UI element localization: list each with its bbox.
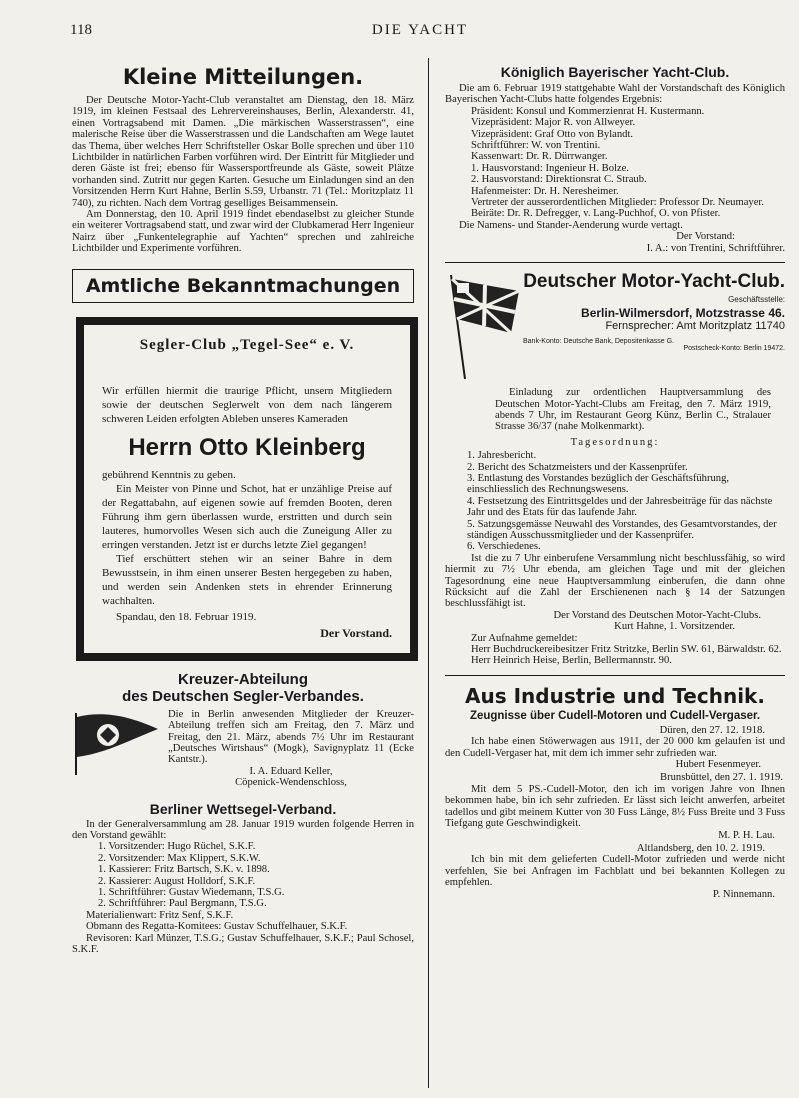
list-item: 1. Kassierer: Fritz Bartsch, S.K. v. 1898. [98, 864, 270, 876]
wettsegel-revisoren: Revisoren: Karl Münzer, T.S.G.; Gustav Schuffelhauer, S.K.F.; Paul Schosel, S.K.F. [72, 932, 414, 955]
section-rule [445, 675, 785, 676]
kleine-heading: Kleine Mitteilungen. [122, 65, 364, 89]
dmyc-herr-1: Herr Buchdruckereibesitzer Fritz Stritzke, Berlin SW. 61, Bärwaldstr. 62. [471, 644, 782, 656]
tegel-line: gebührend Kenntnis zu geben. [102, 468, 236, 481]
wettsegel-list [72, 841, 414, 909]
dmyc-einladung: Einladung zur ordentlichen Hauptversammlung des Deutschen Motor-Yacht-Clubs am Freitag, den 7. März 1919, abends 7 Uhr, im Restaurant Georg Künz, Berlin C., Stralauer Strasse 36/37 (nahe Molkenmarkt). [495, 387, 771, 433]
list-item: 6. Verschiedenes. [467, 541, 541, 553]
tegel-paragraph-1: Ein Meister von Pinne und Schot, hat er unzählige Preise auf der Regattabahn, auf eigenen sowie auf fremden Booten, deren Führung ihm gern überlassen wurde, erstritten und durch sein lauteres, humorvolles Wesen sich auch die Zuneigung Aller zu erringen verstanden. Jetzt ist er durchs letzte Ziel gegangen! [102, 482, 392, 551]
dmyc-list [445, 450, 785, 553]
industrie-sub: Zeugnisse über Cudell-Motoren und Cudell-Vergaser. [469, 709, 761, 722]
list-item: 2. Kassierer: August Holldorf, S.K.F. [98, 875, 256, 887]
dmyc-bank: Bank-Konto: Deutsche Bank, Depositenkasse G. [523, 338, 674, 346]
bayer-sign-1: Der Vorstand: [676, 231, 735, 243]
page-header [70, 22, 770, 44]
dmyc-tagesordnung: Tagesordnung: [570, 436, 660, 448]
list-item: 5. Satzungsgemässe Neuwahl des Vorstandes, des Gesamtvorstandes, der ständigen Ausschussmitglieder und der Kassenprüfer. [467, 518, 777, 541]
wettsegel-obmann: Obmann des Regatta-Komitees: Gustav Schuffelhauer, S.K.F. [86, 921, 348, 933]
list-item: 4. Festsetzung des Eintrittsgeldes und der Jahresbeiträge für das nächste Jahr und des Etats für das laufende Jahr. [467, 495, 773, 519]
letter-3-sign: P. Ninnemann. [712, 888, 775, 900]
dmyc-aufnahme: Zur Aufnahme gemeldet: [471, 632, 578, 644]
list-item: Präsident: Konsul und Kommerzienrat H. Kustermann. [471, 105, 705, 117]
bayer-intro: Die am 6. Februar 1919 stattgehabte Wahl der Vorstandschaft des Königlich Bayerischen Yacht-Clubs hatte folgendes Ergebnis: [445, 83, 785, 106]
bayer-beirate: Beiräte: Dr. R. Defregger, v. Lang-Puchhof, O. von Pfister. [471, 208, 721, 220]
dmyc-phone: Fernsprecher: Amt Moritzplatz 11740 [605, 320, 785, 333]
list-item: 3. Entlastung des Vorstandes bezüglich der Geschäftsführung, einschliesslich des Rechnungswesens. [467, 472, 730, 496]
journal-title: DIE YACHT [371, 22, 469, 38]
bayer-list [445, 106, 785, 197]
letter-2-place: Brunsbüttel, den 27. 1. 1919. [660, 772, 783, 784]
list-item: 2. Bericht des Schatzmeisters und der Kassenprüfer. [467, 461, 688, 473]
letter-1-sign: Hubert Fesenmeyer. [675, 759, 761, 771]
list-item: 1. Jahresbericht. [467, 450, 537, 462]
list-item: 1. Vorsitzender: Hugo Rüchel, S.K.F. [98, 841, 256, 853]
letter-2-sign: M. P. H. Lau. [718, 829, 775, 841]
tegel-signature: Der Vorstand. [320, 625, 392, 640]
list-item: 1. Schriftführer: Gustav Wiedemann, T.S.G. [98, 886, 285, 898]
right-column [445, 60, 785, 900]
dmyc-heading: Deutscher Motor-Yacht-Club. [523, 271, 785, 293]
kreuzer-pennant-icon [72, 709, 160, 777]
dmyc-gs: Geschäftsstelle: [728, 295, 785, 305]
dmyc-sign-1: Der Vorstand des Deutschen Motor-Yacht-Clubs. [553, 609, 761, 621]
tegel-intro: Wir erfüllen hiermit die traurige Pflicht, unsern Mitgliedern sowie der deutschen Seglerwelt von dem nach längerem schweren Leiden erfolgten Ableben unseres Kameraden [102, 384, 392, 425]
column-divider [428, 58, 429, 1088]
letter-3-text: Ich bin mit dem gelieferten Cudell-Motor zufrieden und werde nicht verfehlen, Sie bei Anfragen im Fachblatt und bei bekannten Kollegen zu empfehlen. [445, 854, 785, 889]
list-item: 2. Schriftführer: Paul Bergmann, T.S.G. [98, 898, 267, 910]
kreuzer-text: Die in Berlin anwesenden Mitglieder der Kreuzer-Abteilung treffen sich am Freitag, den 7. März und Freitag, den 21. März, abends 7½ Uhr im Restaurant „Deutsches Wirtshaus“ (Mogk), Savignyplatz 11 (Ecke Kantstr.). [168, 708, 414, 766]
left-column [72, 60, 414, 955]
page-number: 118 [70, 22, 92, 38]
list-item: Kassenwart: Dr. R. Dürrwanger. [471, 151, 608, 163]
section-rule [445, 262, 785, 263]
list-item: Vizepräsident: Graf Otto von Bylandt. [471, 128, 634, 140]
kreuzer-sign-2: Cöpenick-Wendenschloss, [235, 777, 347, 789]
list-item: 2. Vorsitzender: Max Klippert, S.K.W. [98, 852, 261, 864]
dmyc-header [445, 271, 785, 381]
tegel-date: Spandau, den 18. Februar 1919. [116, 610, 257, 623]
list-item: Hafenmeister: Dr. H. Neresheimer. [471, 185, 619, 197]
letter-1-place: Düren, den 27. 12. 1918. [659, 724, 765, 736]
kreuzer-block [72, 709, 414, 789]
wettsegel-heading: Berliner Wettsegel-Verband. [149, 800, 337, 817]
letter-3-place: Altlandsberg, den 10. 2. 1919. [636, 842, 765, 854]
kleine-paragraph-2: Am Donnerstag, den 10. April 1919 findet ebendaselbst zu gleicher Stunde ein weiterer Vortragsabend statt, und zwar wird der Clubkamerad Herr Ingenieur Nairz über „Funkentelegraphie auf Yachten“ sprechen und zahlreiche Lichtbilder und Experimente vorführen. [72, 209, 414, 255]
dmyc-post: Postscheck-Konto: Berlin 19472. [683, 345, 785, 353]
dmyc-sign-2: Kurt Hahne, 1. Vorsitzender. [614, 621, 735, 633]
bayer-vertreter: Vertreter der ausserordentlichen Mitglieder: Professor Dr. Neumayer. [471, 197, 764, 209]
death-notice [76, 317, 418, 661]
wettsegel-intro: In der Generalversammlung am 28. Januar 1919 wurden folgende Herren in den Vorstand gewählt: [72, 818, 414, 841]
bayer-sign-2: I. A.: von Trentini, Schriftführer. [646, 242, 785, 254]
dmyc-herr-2: Herr Heinrich Heise, Berlin, Bellermannstr. 90. [471, 655, 672, 667]
letter-2-text: Mit dem 5 PS.-Cudell-Motor, den ich im vorigen Jahre von Ihnen bekommen habe, bin ich sehr zufrieden. Er lässt sich leicht anwerfen, arbeitet tadellos und gibt meinem Kutter von 30 Fuss Länge, 8½ Fuss Breite und 3 Fuss Tiefgang gute Geschwindigkeit. [445, 783, 785, 830]
letter-1-text: Ich habe einen Stöwerwagen aus 1911, der 20 000 km gelaufen ist und den Cudell-Vergaser hat, mit dem ich immer sehr zufrieden war. [445, 736, 785, 759]
kreuzer-heading-1: Kreuzer-Abteilung [177, 670, 308, 688]
bayer-heading: Königlich Bayerischer Yacht-Club. [500, 64, 730, 80]
dmyc-paragraph: Ist die zu 7 Uhr einberufene Versammlung nicht beschlussfähig, so wird hiermit zu 7½ Uhr ebenda, am gleichen Tage und mit der gleichen Tagesordnung eine neue Hauptversammlung einberufen, die dann ohne Rücksicht auf die Zahl der Erschienenen nach § 14 der Satzungen beschlussfähigt ist. [445, 552, 785, 610]
tegel-title: Segler-Club „Tegel-See“ e. V. [139, 336, 355, 353]
amtliche-heading: Amtliche Bekanntmachungen [85, 274, 401, 297]
tegel-name: Herrn Otto Kleinberg [128, 433, 366, 461]
list-item: Vizepräsident: Major R. von Allweyer. [471, 117, 636, 129]
tegel-paragraph-2: Tief erschüttert stehen wir an seiner Bahre in dem Bewusstsein, in ihm einen unserer Besten hergegeben zu haben, und werden sein Andenken stets in ehrender Erinnerung wachhalten. [102, 552, 392, 607]
wettsegel-mat: Materialienwart: Fritz Senf, S.K.F. [86, 909, 234, 921]
kleine-paragraph-1: Der Deutsche Motor-Yacht-Club veranstaltet am Dienstag, den 18. März 1919, im kleinen Festsaal des Lehrervereinshauses, Berlin, Alexanderstr. 41, einen Vortragsabend mit Damen. „Die märkischen Wasserstrassen“, eine malerische Reise über die Wasserstrassen und die Landschaften am Wege lautet das Thema, über welches Herr Schriftsteller Oskar Bolle sprechen und über 110 Lichtbilder in natürlichen Farben vorführen wird. Der Eintritt für Mitglieder und deren Gäste ist frei; ebenso für Wassersportfreunde als Gäste, soweit Plätze vorhanden sind. Zutritt nur gegen Karten. Gesuche um Einladungen sind an den Vorsitzenden Herrn Kurt Hahne, Berlin S.59, Urbanstr. 71 (Tel.: Moritzplatz 11 740), zu richten. Nach dem Vortrag geselliges Beisammensein. [72, 95, 414, 209]
bayer-stander: Die Namens- und Stander-Aenderung wurde vertagt. [459, 219, 683, 231]
list-item: Schriftführer: W. von Trentini. [471, 140, 601, 152]
amtliche-box [72, 269, 414, 303]
industrie-heading: Aus Industrie und Technik. [465, 683, 765, 708]
list-item: 2. Hausvorstand: Direktionsrat C. Straub. [471, 174, 647, 186]
kreuzer-heading-2: des Deutschen Segler-Verbandes. [122, 687, 364, 705]
kreuzer-sign-1: I. A. Eduard Keller, [249, 765, 333, 777]
dmyc-flag-icon [445, 271, 523, 381]
list-item: 1. Hausvorstand: Ingenieur H. Bolze. [471, 162, 629, 174]
dmyc-address: Berlin-Wilmersdorf, Motzstrasse 46. [581, 306, 785, 321]
